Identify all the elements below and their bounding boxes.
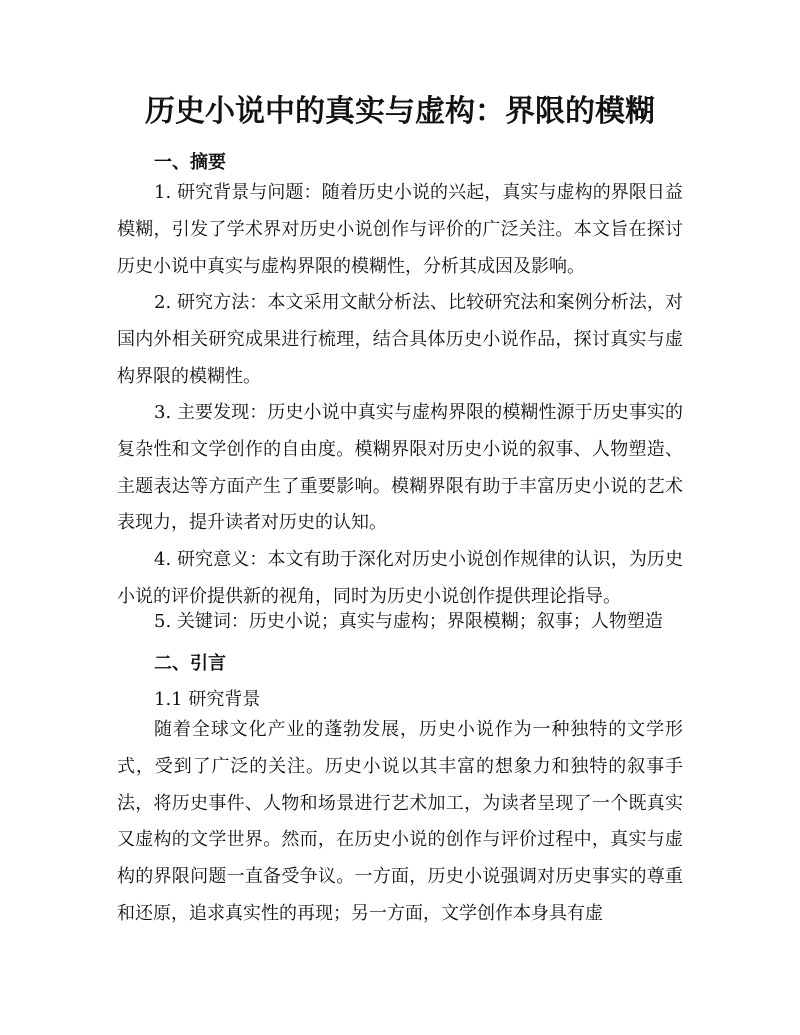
intro-heading: 二、引言 [154, 653, 226, 674]
abstract-item-4: 4. 研究意义：本文有助于深化对历史小说创作规律的认识，为历史小说的评价提供新的视角，同时为历史小说创作提供理论指导。 [117, 549, 683, 607]
abstract-item-1: 1. 研究背景与问题：随着历史小说的兴起，真实与虚构的界限日益模糊，引发了学术界对历史小说创作与评价的广泛关注。本文旨在探讨历史小说中真实与虚构界限的模糊性，分析其成因及影响。 [117, 182, 683, 277]
abstract-item-2: 2. 研究方法：本文采用文献分析法、比较研究法和案例分析法，对国内外相关研究成果进行梳理，结合具体历史小说作品，探讨真实与虚构界限的模糊性。 [117, 292, 683, 387]
document-title: 历史小说中的真实与虚构：界限的模糊 [145, 94, 655, 129]
abstract-heading: 一、摘要 [154, 152, 226, 173]
intro-subheading: 1.1 研究背景 [154, 689, 261, 710]
abstract-item-3: 3. 主要发现：历史小说中真实与虚构界限的模糊性源于历史事实的复杂性和文学创作的自由度。模糊界限对历史小说的叙事、人物塑造、主题表达等方面产生了重要影响。模糊界限有助于丰富历史小说的艺术表现力，提升读者对历史的认知。 [117, 402, 683, 534]
intro-paragraph: 随着全球文化产业的蓬勃发展，历史小说作为一种独特的文学形式，受到了广泛的关注。历史小说以其丰富的想象力和独特的叙事手法，将历史事件、人物和场景进行艺术加工，为读者呈现了一个既真实又虚构的文学世界。然而，在历史小说的创作与评价过程中，真实与虚构的界限问题一直备受争议。一方面，历史小说强调对历史事实的尊重和还原，追求真实性的再现；另一方面，文学创作本身具有虚 [117, 719, 683, 924]
abstract-item-5: 5. 关键词：历史小说；真实与虚构；界限模糊；叙事；人物塑造 [154, 611, 663, 632]
